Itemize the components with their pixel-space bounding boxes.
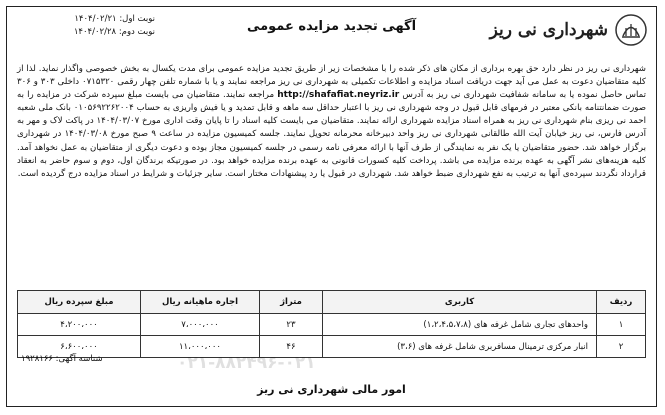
first-notice-date: ۱۴۰۴/۰۲/۲۱ <box>74 14 117 24</box>
table-row <box>18 336 646 358</box>
usage-cell: انبار مرکزی ترمینال مسافربری شامل غرفه های (۳،۶) <box>323 336 597 358</box>
phone-watermark: ۰۲۱-۸۸۲۴۹۶-۰۲۱ <box>177 353 316 373</box>
row-number: ۱ <box>597 314 646 336</box>
second-notice-label: نوبت دوم: <box>118 27 155 37</box>
rent-cell: ۱۱،۰۰۰،۰۰۰ <box>141 336 260 358</box>
area-cell: ۴۶ <box>260 336 323 358</box>
ad-id-value: ۱۹۲۸۱۶۶ <box>21 354 53 364</box>
deposit-cell: ۶،۶۰۰،۰۰۰ <box>18 336 141 358</box>
notice-header <box>7 7 656 59</box>
auction-items-table <box>17 290 646 358</box>
ad-identifier <box>21 354 103 364</box>
auction-notice <box>6 6 657 407</box>
col-deposit: مبلغ سپرده ریال <box>18 291 141 314</box>
second-notice-date: ۱۴۰۴/۰۲/۲۸ <box>73 27 117 37</box>
first-notice <box>15 13 155 26</box>
notice-body <box>17 63 646 181</box>
first-notice-label: نوبت اول: <box>119 14 155 24</box>
col-monthly-rent: اجاره ماهیانه ریال <box>141 291 260 314</box>
usage-cell: واحدهای تجاری شامل غرفه های (۱،۲،۴،۵،۷،۸) <box>323 314 597 336</box>
ad-id-label: شناسه آگهی: <box>55 354 103 364</box>
row-number: ۲ <box>597 336 646 358</box>
deposit-cell: ۴،۲۰۰،۰۰۰ <box>18 314 141 336</box>
rent-cell: ۷،۰۰۰،۰۰۰ <box>141 314 260 336</box>
notice-title: آگهی تجدید مزایده عمومی <box>246 19 417 34</box>
body-part-1: شهرداری نی ریز در نظر دارد حق بهره برداری از مکان های ذکر شده را با مشخصات زیر از طریق تجدید مزایده عمومی برای مدت یکسال به بخش خصوصی واگذار نماید. لذا از کلیه متقاضیان دعوت به عمل می آید جهت دریافت اسناد مزایده و اطلاعات تکمیلی به شهرداری نی ریز مراجعه نمایند و یا با شماره تلفن چهار رقمی ۰۷۱۵۳۲۰ داخلی ۳۰۳ و ۳۰۶ تماس حاصل نموده یا به سامانه شفافیت شهرداری نی ریز به آدرس <box>17 64 646 101</box>
transparency-link[interactable]: http://shafafiat.neyriz.ir <box>277 90 400 101</box>
second-notice <box>15 26 155 39</box>
area-cell: ۲۳ <box>260 314 323 336</box>
logo-text: شهرداری نی ریز <box>489 20 608 40</box>
table-row <box>18 314 646 336</box>
body-part-2: مراجعه نمایند. متقاضیان می بایست مبلغ سپرده شرکت در مزایده را به صورت ضمانتنامه بانکی معتبر در فرمهای قابل قبول در وجه شهرداری نی ریز با اعتبار حداقل سه ماهه و قابل تمدید و یا فیش واریزی به حساب ۰۱۰۵۶۹۲۲۶۲۰۰۴ بانک ملی شعبه احمد نی ریزی بنام شهرداری نی ریز به همراه اسناد مزایده شهرداری ارائه نمایند. متقاضیان می بایست کلیه اسناد را تا پایان وقت اداری مورخ ۱۴۰۴/۰۳/۰۷ در پاکت لاک و مهر به آدرس فارس، نی ریز خیابان آیت الله طالقانی شهرداری نی ریز واحد دبیرخانه محرمانه تحویل نمایند. جلسه کمیسیون مزایده در ساعت ۹ صبح مورخ ۱۴۰۴/۰۳/۰۸ در شهرداری برگزار خواهد شد. حضور متقاضیان یا یک نفر به نمایندگی از طرف آنها با ارائه معرفی نامه رسمی در جلسه کمیسیون مجاز بوده و دعوت دیگری از متقاضیان به عمل نخواهد آمد. کلیه هزینه‌های نشر آگهی به عهده برنده مزایده می باشد. پرداخت کلیه کسورات قانونی به عهده برنده مزایده خواهد بود. در صورتیکه برندگان اول، دوم و سوم حاضر به انعقاد قرارداد نگردند سپرده‌ی آنها به ترتیب به نفع شهرداری ضبط خواهد شد. شهرداری در قبول یا رد پیشنهادات مختار است. سایر جزئیات و شرایط در اسناد مزایده درج گردیده است. <box>17 90 647 179</box>
issuer-signature: امور مالی شهرداری نی ریز <box>257 383 406 396</box>
col-row-number: ردیف <box>597 291 646 314</box>
notice-dates <box>15 13 155 39</box>
col-area: متراژ <box>260 291 323 314</box>
col-usage: کاربری <box>323 291 597 314</box>
table-header-row <box>18 291 646 314</box>
